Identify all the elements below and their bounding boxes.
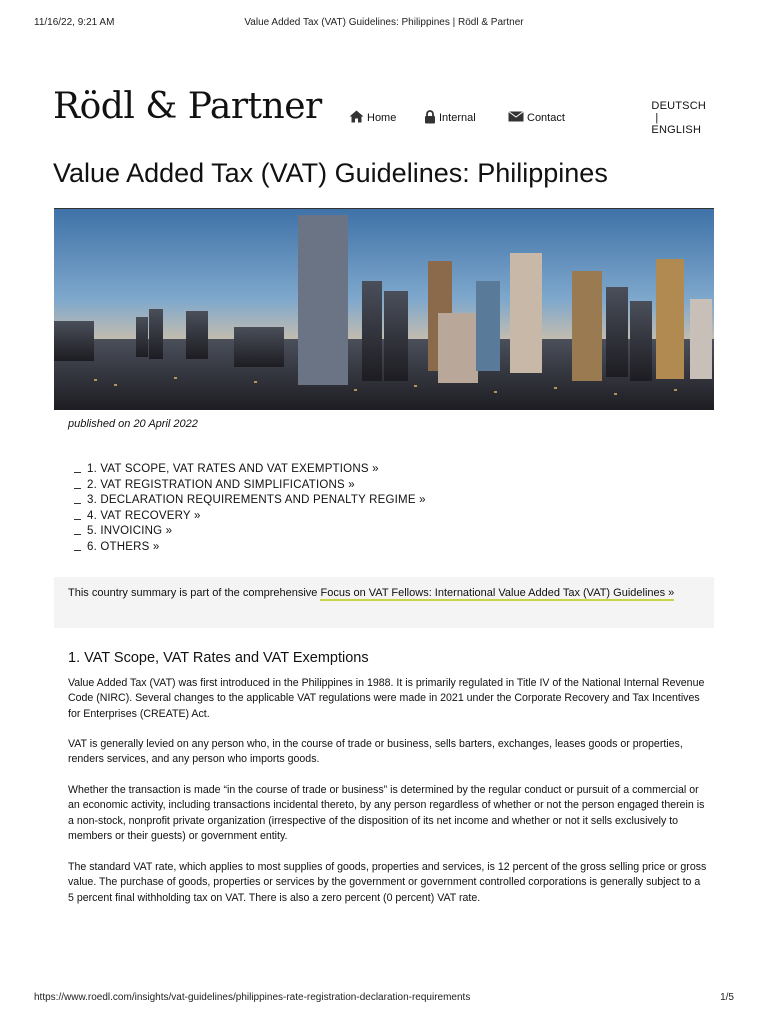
lang-english-link[interactable]: ENGLISH [651, 124, 702, 136]
toc-item [74, 524, 426, 540]
print-footer [34, 992, 734, 1006]
site-logo[interactable]: Rödl & Partner [53, 86, 322, 127]
nav-contact-label: Contact [527, 112, 565, 124]
toc-item [74, 462, 426, 478]
print-header [34, 17, 734, 31]
toc-link-vat-recovery[interactable]: 4. VAT RECOVERY » [87, 509, 201, 522]
paragraph: The standard VAT rate, which applies to most supplies of goods, properties and services, is 12 percent of the gross selling price or gross value. The purchase of goods, properties or services by the government or government controlled corporations is generally subject to a 5 percent final withholding tax on VAT. There is also a zero percent (0 percent) VAT rate. [68, 861, 707, 904]
envelope-icon [508, 111, 524, 125]
page-number: 1/5 [720, 992, 734, 1003]
toc-item [74, 509, 426, 525]
home-icon [349, 110, 364, 126]
toc-item [74, 540, 426, 556]
page-title: Value Added Tax (VAT) Guidelines: Philippines [53, 158, 608, 188]
nav-contact-link[interactable] [508, 111, 565, 125]
summary-box [54, 577, 714, 628]
print-doc-title: Value Added Tax (VAT) Guidelines: Philippines | Rödl & Partner [244, 17, 524, 28]
table-of-contents [74, 462, 426, 555]
paragraph: VAT is generally levied on any person who, in the course of trade or business, sells barters, exchanges, leases goods or properties, renders services, and any person who imports goods. [68, 738, 683, 766]
print-url: https://www.roedl.com/insights/vat-guidelines/philippines-rate-registration-declaration-requirements [34, 992, 471, 1003]
toc-link-invoicing[interactable]: 5. INVOICING » [87, 525, 173, 537]
paragraph: Whether the transaction is made “in the course of trade or business” is determined by the regular conduct or pursuit of a commercial or an economic activity, including transactions incidental thereto, by any person regardless of whether or not the person engaged therein is a non-stock, nonprofit private organization (irrespective of the disposition of its net income and whether or not it sells exclusively to members or their guests) or government entity. [68, 784, 705, 843]
nav-internal-link[interactable] [424, 110, 476, 127]
paragraph: Value Added Tax (VAT) was first introduced in the Philippines in 1988. It is primarily regulated in Title IV of the National Internal Revenue Code (NIRC). Several changes to the applicable VAT regulations were made in 2021 under the Corporate Recovery and Tax Incentives for Enterprises (CREATE) Act. [68, 677, 705, 720]
summary-text: This country summary is part of the comprehensive [68, 587, 321, 599]
toc-item [74, 478, 426, 494]
toc-link-vat-scope[interactable]: 1. VAT SCOPE, VAT RATES AND VAT EXEMPTIONS » [87, 463, 379, 475]
lock-icon [424, 110, 436, 127]
published-date: published on 20 April 2022 [68, 418, 198, 430]
toc-link-vat-registration[interactable]: 2. VAT REGISTRATION AND SIMPLIFICATIONS » [87, 478, 355, 491]
lang-deutsch-link[interactable]: DEUTSCH [651, 100, 706, 112]
summary-link-vat-guidelines[interactable]: Focus on VAT Fellows: International Value Added Tax (VAT) Guidelines » [320, 587, 675, 599]
nav-home-label: Home [367, 112, 397, 124]
toc-link-declaration[interactable]: 3. DECLARATION REQUIREMENTS AND PENALTY REGIME » [87, 494, 426, 506]
print-datetime: 11/16/22, 9:21 AM [34, 17, 115, 28]
hero-image-manila-skyline [54, 208, 714, 410]
nav-internal-label: Internal [439, 112, 476, 124]
section-heading-vat-scope: 1. VAT Scope, VAT Rates and VAT Exemptions [68, 650, 369, 666]
lang-separator: | [655, 112, 659, 124]
top-nav [349, 100, 706, 136]
toc-link-others[interactable]: 6. OTHERS » [87, 540, 160, 553]
nav-home-link[interactable] [349, 110, 396, 126]
language-switcher [651, 100, 706, 136]
toc-item [74, 493, 426, 509]
